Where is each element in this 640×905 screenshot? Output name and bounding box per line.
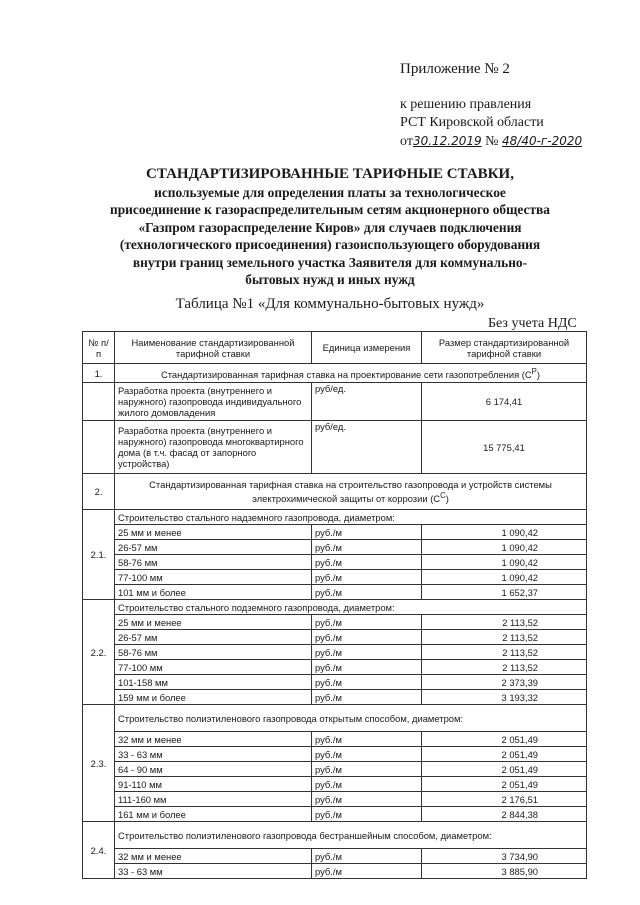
table-row [83, 849, 587, 864]
appendix-label: Приложение № 2 [400, 61, 510, 77]
row-unit: руб./м [312, 660, 422, 675]
row-diameter: 77-100 мм [115, 660, 312, 675]
row-unit: руб./м [312, 732, 422, 747]
subtitle-line: (технологического присоединения) газоиспользующего оборудования [119, 237, 541, 253]
row-diameter: 26-57 мм [115, 630, 312, 645]
table-row [83, 675, 587, 690]
row-value: 2 051,49 [422, 732, 587, 747]
row-value: 2 373,39 [422, 675, 587, 690]
group-title-row [83, 510, 587, 525]
row-num [83, 421, 115, 474]
row-unit: руб./м [312, 675, 422, 690]
row-value: 1 090,42 [422, 525, 587, 540]
row-diameter: 91-110 мм [115, 777, 312, 792]
row-value: 3 193,32 [422, 690, 587, 705]
group-title-row [83, 600, 587, 615]
subtitle-line: присоединение к газораспределительным сетям акционерного общества [110, 202, 550, 218]
table-row [83, 555, 587, 570]
subtitle-line: бытовых нужд и иных нужд [245, 272, 415, 288]
row-name: Разработка проекта (внутреннего и наружного) газопровода индивидуального жилого домовладения [115, 383, 312, 421]
row-unit: руб./м [312, 690, 422, 705]
row-value: 2 051,49 [422, 777, 587, 792]
group-title-row [83, 705, 587, 732]
subtitle-line: внутри границ земельного участка Заявителя для коммунально- [132, 254, 528, 270]
decision-line-1: к решению правления [400, 97, 532, 112]
row-unit: руб./м [312, 762, 422, 777]
decision-date: 30.12.2019 [412, 134, 482, 148]
section-row [83, 474, 587, 510]
group-title: Строительство стального надземного газопровода, диаметром: [115, 510, 587, 525]
section-row [83, 364, 587, 383]
table-row [83, 630, 587, 645]
section-title: Стандартизированная тарифная ставка на проектирование сети газопотребления $(С^Р)$ [115, 364, 587, 383]
row-diameter: 25 мм и менее [115, 615, 312, 630]
header-unit: Единица измерения [312, 332, 422, 364]
decision-from: от [400, 134, 413, 149]
decision-number-label: № [485, 134, 499, 149]
header-num: № п/п [83, 332, 115, 364]
table-row [83, 645, 587, 660]
table-row [83, 585, 587, 600]
row-value: 2 844,38 [422, 807, 587, 822]
row-unit: руб./м [312, 645, 422, 660]
table-header-row [83, 332, 587, 364]
row-value: 2 113,52 [422, 645, 587, 660]
group-title-row [83, 822, 587, 849]
row-unit: руб/ед. [312, 383, 422, 421]
decision-date-line [400, 132, 582, 151]
section-num: 2. [83, 474, 115, 510]
row-diameter: 77-100 мм [115, 570, 312, 585]
row-value: 2 051,49 [422, 762, 587, 777]
group-title: Строительство стального подземного газопровода, диаметром: [115, 600, 587, 615]
row-value: 3 734,90 [422, 849, 587, 864]
subtitle-line: «Газпром газораспределение Киров» для случаев подключения [138, 219, 522, 235]
row-value: 2 113,52 [422, 615, 587, 630]
table-row [83, 615, 587, 630]
row-unit: руб./м [312, 570, 422, 585]
table-row [83, 540, 587, 555]
row-unit: руб./м [312, 792, 422, 807]
row-diameter: 33 - 63 мм [115, 747, 312, 762]
row-diameter: 111-160 мм [115, 792, 312, 807]
row-unit: руб./м [312, 849, 422, 864]
row-value: 15 775,41 [422, 421, 587, 474]
row-value: 2 113,52 [422, 660, 587, 675]
table-row [83, 383, 587, 421]
row-value: 1 090,42 [422, 570, 587, 585]
tariff-table [82, 331, 587, 879]
row-unit: руб./м [312, 864, 422, 879]
row-diameter: 64 - 90 мм [115, 762, 312, 777]
row-diameter: 25 мм и менее [115, 525, 312, 540]
group-num: 2.1. [83, 510, 115, 600]
row-diameter: 58-76 мм [115, 645, 312, 660]
row-value: 2 113,52 [422, 630, 587, 645]
row-diameter: 161 мм и более [115, 807, 312, 822]
decision-number: 48/40-г-2020 [502, 134, 583, 148]
row-diameter: 26-57 мм [115, 540, 312, 555]
row-diameter: 101 мм и более [115, 585, 312, 600]
row-diameter: 159 мм и более [115, 690, 312, 705]
table-caption: Таблица №1 «Для коммунально-бытовых нужд» [175, 296, 485, 312]
row-value: 1 090,42 [422, 540, 587, 555]
decision-line-2: РСТ Кировской области [400, 115, 544, 130]
table-row [83, 732, 587, 747]
group-title: Строительство полиэтиленового газопровода открытым способом, диаметром: [115, 705, 587, 732]
row-num [83, 383, 115, 421]
table-row [83, 792, 587, 807]
row-diameter: 33 - 63 мм [115, 864, 312, 879]
row-value: 6 174,41 [422, 383, 587, 421]
decision-reference [400, 96, 582, 151]
table-row [83, 864, 587, 879]
row-unit: руб./м [312, 807, 422, 822]
header-name: Наименование стандартизированной тарифной ставки [115, 332, 312, 364]
row-unit: руб./м [312, 747, 422, 762]
table-row [83, 747, 587, 762]
row-unit: руб./м [312, 585, 422, 600]
row-value: 3 885,90 [422, 864, 587, 879]
table-row [83, 762, 587, 777]
row-diameter: 101-158 мм [115, 675, 312, 690]
row-unit: руб./м [312, 555, 422, 570]
group-num: 2.4. [83, 822, 115, 879]
table-row [83, 525, 587, 540]
row-unit: руб./м [312, 777, 422, 792]
vat-note: Без учета НДС [488, 316, 577, 331]
group-num: 2.2. [83, 600, 115, 705]
table-row [83, 807, 587, 822]
row-diameter: 58-76 мм [115, 555, 312, 570]
document-subtitle [70, 184, 590, 288]
row-name: Разработка проекта (внутреннего и наружного) газопровода многоквартирного дома (в т.ч. фасад от запорного устройства) [115, 421, 312, 474]
header-value: Размер стандартизированной тарифной ставки [422, 332, 587, 364]
table-row [83, 690, 587, 705]
row-value: 2 051,49 [422, 747, 587, 762]
table-row [83, 421, 587, 474]
row-value: 1 090,42 [422, 555, 587, 570]
subtitle-line: используемые для определения платы за технологическое [154, 185, 506, 200]
table-row [83, 777, 587, 792]
row-unit: руб./м [312, 540, 422, 555]
group-title: Строительство полиэтиленового газопровода бестраншейным способом, диаметром: [115, 822, 587, 849]
document-title: СТАНДАРТИЗИРОВАННЫЕ ТАРИФНЫЕ СТАВКИ, [146, 166, 514, 182]
section-title: Стандартизированная тарифная ставка на строительство газопровода и устройств системы электрохимической защиты от коррозии $(С^С)$ [115, 474, 587, 510]
row-diameter: 32 мм и менее [115, 849, 312, 864]
table-row [83, 570, 587, 585]
section-num: 1. [83, 364, 115, 383]
row-value: 1 652,37 [422, 585, 587, 600]
row-unit: руб/ед. [312, 421, 422, 474]
row-diameter: 32 мм и менее [115, 732, 312, 747]
table-row [83, 660, 587, 675]
row-unit: руб./м [312, 615, 422, 630]
row-unit: руб./м [312, 630, 422, 645]
group-num: 2.3. [83, 705, 115, 822]
row-value: 2 176,51 [422, 792, 587, 807]
row-unit: руб./м [312, 525, 422, 540]
